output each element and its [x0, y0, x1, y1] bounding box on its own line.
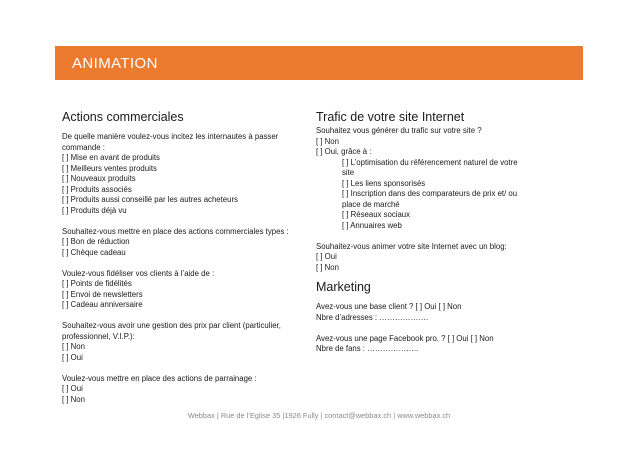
question-text[interactable]: Avez-vous une base client ? [ ] Oui [ ] Non — [316, 302, 462, 311]
heading-actions-commerciales: Actions commerciales — [62, 110, 184, 124]
option-continuation: site — [342, 168, 355, 177]
checkbox-option[interactable]: [ ] Bon de réduction — [62, 237, 130, 246]
heading-trafic: Trafic de votre site Internet — [316, 110, 465, 124]
checkbox-option[interactable]: [ ] Produits déjà vu — [62, 205, 127, 215]
checkbox-option[interactable]: [ ] Réseaux sociaux — [342, 210, 411, 219]
checkbox-option[interactable]: [ ] Oui — [62, 352, 83, 362]
question-text: Souhaitez-vous animer votre site Internet avec un blog: — [316, 241, 507, 251]
checkbox-option[interactable]: [ ] Non — [316, 136, 339, 146]
checkbox-option[interactable]: [ ] Non — [62, 394, 85, 404]
checkbox-option[interactable]: [ ] Oui, grâce à : — [316, 147, 372, 156]
checkbox-option[interactable]: [ ] Non — [62, 342, 85, 351]
section-title: ANIMATION — [72, 55, 158, 72]
checkbox-option[interactable]: [ ] Cadeau anniversaire — [62, 300, 143, 309]
question-text: Voulez-vous mettre en place des actions de parrainage : — [62, 373, 257, 383]
section-banner — [55, 46, 583, 80]
right-column — [316, 109, 538, 355]
checkbox-option[interactable]: [ ] Produits associés — [62, 184, 132, 194]
question-text[interactable]: Avez-vous une page Facebook pro. ? [ ] Oui [ ] Non — [316, 333, 494, 343]
checkbox-option[interactable]: [ ] Annuaires web — [342, 220, 402, 230]
left-column — [62, 109, 292, 405]
question-text: Voulez-vous fidéliser vos clients à l’aide de : — [62, 268, 215, 278]
checkbox-option[interactable]: [ ] Les liens sponsorisés — [342, 178, 426, 188]
checkbox-option[interactable]: [ ] Produits aussi conseillé par les autres acheteurs — [62, 195, 238, 204]
heading-marketing: Marketing — [316, 280, 371, 294]
page-footer: Webbax | Rue de l’Eglise 35 |1926 Fully | contact@webbax.ch | www.webbax.ch — [187, 411, 451, 420]
question-text: Nbre d’adresses : ………………. — [316, 312, 429, 322]
checkbox-option[interactable]: [ ] Envoi de newsletters — [62, 289, 143, 299]
checkbox-option[interactable]: [ ] Non — [316, 262, 339, 272]
question-text: commande : — [62, 142, 105, 152]
option-continuation: place de marché — [342, 199, 400, 209]
question-text: Nbre de fans : ……………….. — [316, 344, 419, 353]
question-text: professionnel, V.I.P.): — [62, 331, 135, 341]
checkbox-option[interactable]: [ ] Points de fidélités — [62, 279, 132, 288]
checkbox-option[interactable]: [ ] L’optimisation du référencement naturel de votre — [342, 157, 518, 167]
question-text: Souhaitez-vous mettre en place des actions commerciales types : — [62, 226, 289, 236]
checkbox-option[interactable]: [ ] Chèque cadeau — [62, 247, 126, 257]
question-text: Souhaitez vous générer du trafic sur votre site ? — [316, 126, 482, 135]
question-text: De quelle manière voulez-vous incitez les internautes à passer — [62, 132, 279, 141]
question-text: Souhaitez-vous avoir une gestion des prix par client (particulier, — [62, 321, 281, 330]
checkbox-option[interactable]: [ ] Nouveaux produits — [62, 174, 136, 183]
checkbox-option[interactable]: [ ] Inscription dans des comparateurs de prix et/ ou — [342, 189, 518, 198]
checkbox-option[interactable]: [ ] Meilleurs ventes produits — [62, 163, 157, 173]
checkbox-option[interactable]: [ ] Mise en avant de produits — [62, 153, 160, 162]
checkbox-option[interactable]: [ ] Oui — [316, 252, 337, 261]
checkbox-option[interactable]: [ ] Oui — [62, 384, 83, 393]
